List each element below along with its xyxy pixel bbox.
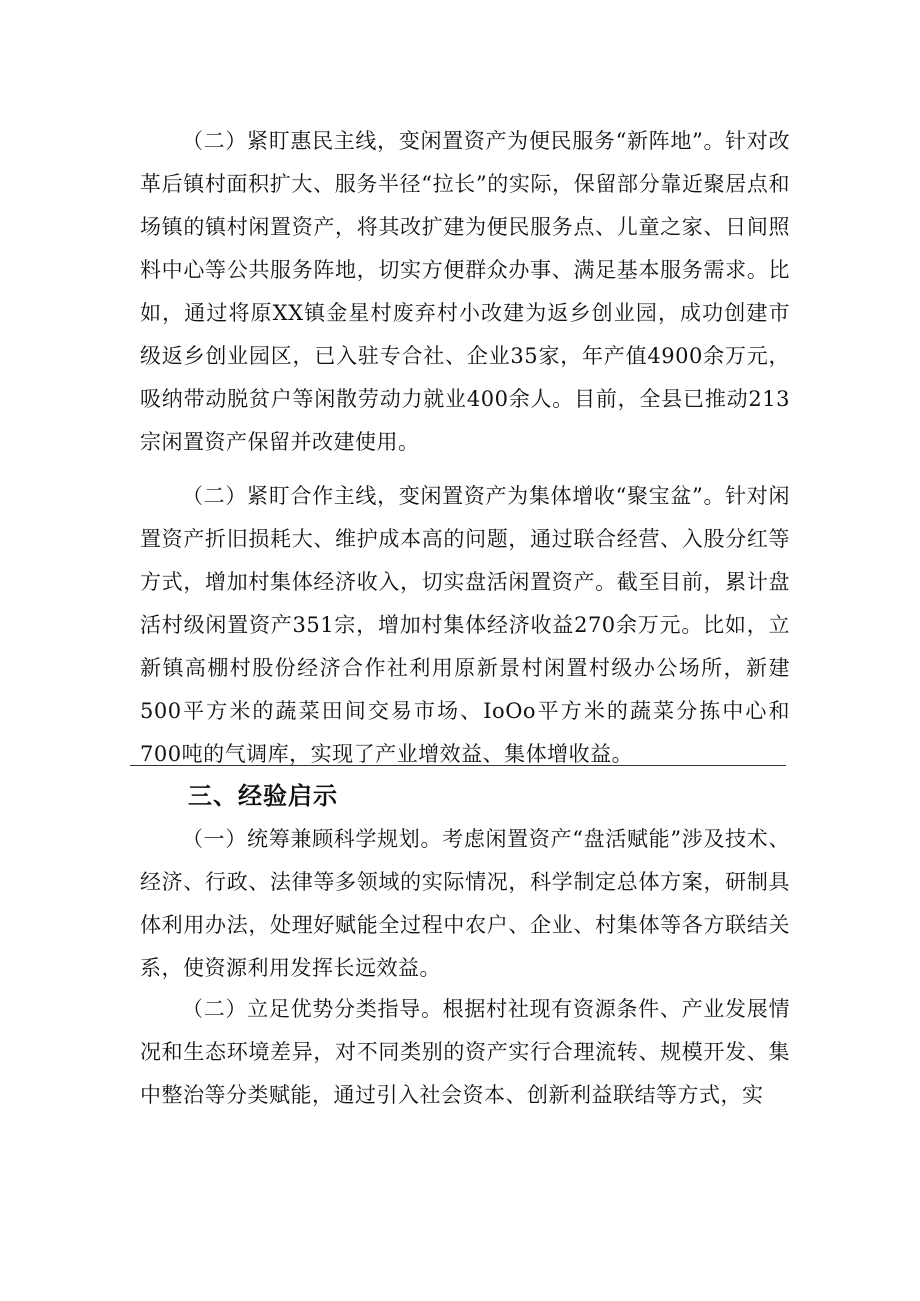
paragraph-convenience-services: （二）紧盯惠民主线，变闲置资产为便民服务“新阵地”。针对改革后镇村面积扩大、服务半径“拉长”的实际，保留部分靠近聚居点和场镇的镇村闲置资产，将其改扩建为便民服务点、儿童之家、日间照料中心等公共服务阵地，切实方便群众办事、满足基本服务需求。比如，通过将原XX镇金星村废弃村小改建为返乡创业园，成功创建市级返乡创业园区，已入驻专合社、企业35家，年产值4900余万元，吸纳带动脱贫户等闲散劳动力就业400余人。目前，全县已推动213宗闲置资产保留并改建使用。 [140, 129, 790, 454]
section-heading-experience: 三、经验启示 [188, 782, 338, 810]
paragraph-collective-income: （二）紧盯合作主线，变闲置资产为集体增收“聚宝盆”。针对闲置资产折旧损耗大、维护成本高的问题，通过联合经营、入股分红等方式，增加村集体经济收入，切实盘活闲置资产。截至目前，累计盘活村级闲置资产351宗，增加村集体经济收益270余万元。比如，立新镇高棚村股份经济合作社利用原新景村闲置村级办公场所，新建500平方米的蔬菜田间交易市场、IoOo平方米的蔬菜分拣中心和700吨的气调库，实现了产业增效益、集体增收益。 [140, 484, 790, 766]
paragraph-classification: （二）立足优势分类指导。根据村社现有资源条件、产业发展情况和生态环境差异，对不同类别的资产实行合理流转、规模开发、集中整治等分类赋能，通过引入社会资本、创新利益联结等方式，实 [140, 997, 790, 1107]
horizontal-divider [130, 765, 786, 766]
paragraph-planning: （一）统筹兼顾科学规划。考虑闲置资产“盘活赋能”涉及技术、经济、行政、法律等多领域的实际情况，科学制定总体方案，研制具体利用办法，处理好赋能全过程中农户、企业、村集体等各方联结关系，使资源利用发挥长远效益。 [140, 827, 790, 980]
